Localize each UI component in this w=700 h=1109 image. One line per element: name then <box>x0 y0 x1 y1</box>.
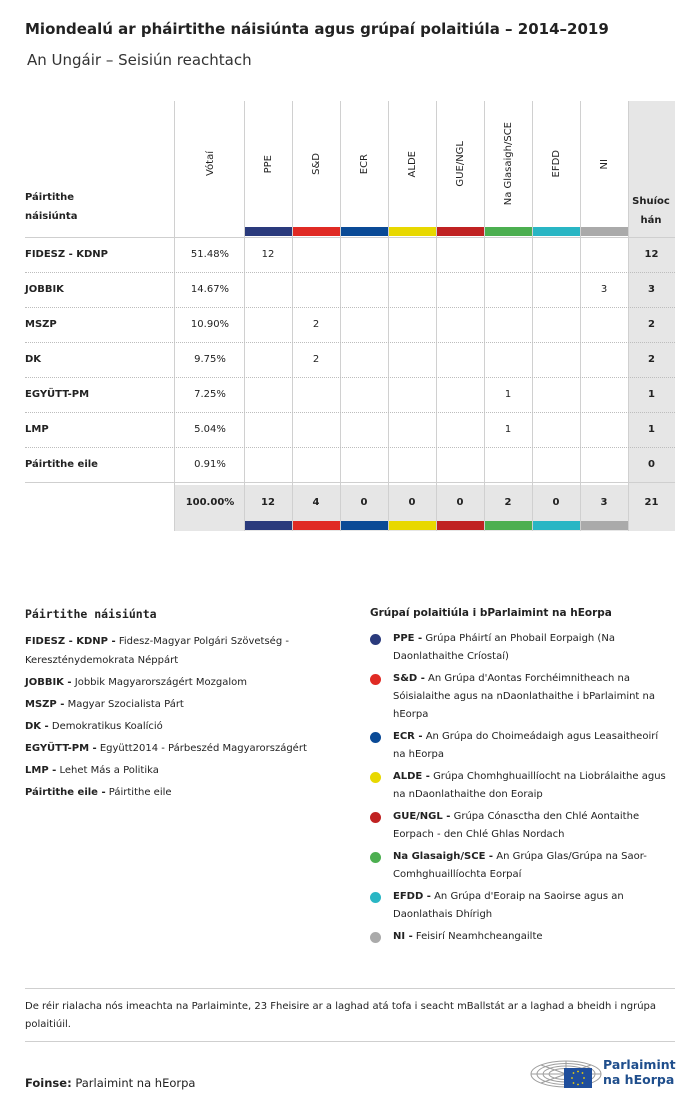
seat-count-cell <box>340 272 388 307</box>
party-name: DK <box>25 354 42 365</box>
page-subtitle: An Ungáir – Seisiún reachtach <box>27 51 252 69</box>
table-row <box>25 307 675 342</box>
group-color-bar <box>245 227 292 236</box>
group-color-bar <box>293 227 340 236</box>
total-seats-cell: 3 <box>648 284 655 295</box>
votes-cell: 14.67% <box>190 284 230 295</box>
seat-count-cell: 2 <box>504 497 512 508</box>
rules-note: De réir rialacha nós imeachta na Parlaiminte, 23 Fheisire ar a laghad atá tofa i seacht mBallstát ar a laghad a bheidh i ngrúpa polaitiúil. <box>25 1001 657 1030</box>
seat-count-cell <box>580 412 628 447</box>
legend-parties-heading: Páirtithe náisiúnta <box>25 607 157 621</box>
logo-wordmark: Parlaimint na hEorpa <box>603 1057 676 1087</box>
party-legend-item: EGYÜTT-PM - Együtt2014 - Párbeszéd Magyarországért <box>25 743 307 754</box>
header-votes: Vótaí <box>204 151 216 177</box>
group-color-bar <box>437 227 484 236</box>
group-color-bar <box>533 227 580 236</box>
header-group: ALDE <box>406 150 418 178</box>
group-color-dot-icon <box>370 674 381 685</box>
group-color-bar <box>341 521 388 530</box>
group-color-bar <box>389 521 436 530</box>
header-parties: Páirtithe náisiúnta <box>25 192 78 222</box>
totals-row <box>25 485 675 520</box>
group-color-bar <box>533 521 580 530</box>
header-group: EFDD <box>550 150 562 178</box>
seat-count-cell <box>484 307 532 342</box>
votes-cell: 5.04% <box>194 424 226 435</box>
group-color-bar <box>485 227 532 236</box>
seat-count-cell <box>532 412 580 447</box>
votes-cell: 10.90% <box>190 319 230 330</box>
seat-count-cell: 0 <box>408 497 416 508</box>
party-name: JOBBIK <box>25 284 64 295</box>
total-seats-cell: 1 <box>648 389 655 400</box>
group-color-bar <box>293 521 340 530</box>
seat-count-cell <box>436 377 484 412</box>
legend-groups-heading: Grúpaí polaitiúla i bParlaimint na hEorpa <box>370 607 612 619</box>
seat-count-cell <box>244 272 292 307</box>
seat-count-cell <box>244 307 292 342</box>
votes-cell: 7.25% <box>194 389 226 400</box>
group-color-bar <box>581 521 628 530</box>
seat-count-cell <box>340 412 388 447</box>
seat-count-cell <box>580 447 628 482</box>
seat-count-cell <box>292 447 340 482</box>
group-color-bar <box>341 227 388 236</box>
seat-count-cell <box>292 237 340 272</box>
group-color-bar <box>581 227 628 236</box>
party-legend-item: LMP - Lehet Más a Politika <box>25 765 159 776</box>
seat-count-cell: 12 <box>261 249 275 260</box>
seat-count-cell <box>484 237 532 272</box>
header-group: NI <box>598 158 610 170</box>
party-name: Páirtithe eile <box>25 459 98 470</box>
page-title: Miondealú ar pháirtithe náisiúnta agus grúpaí polaitiúla – 2014–2019 <box>25 20 609 38</box>
party-legend-item: Páirtithe eile - Páirtithe eile <box>25 787 172 798</box>
votes-cell: 100.00% <box>185 497 235 508</box>
seat-count-cell <box>340 377 388 412</box>
group-color-dot-icon <box>370 932 381 943</box>
seat-count-cell <box>436 447 484 482</box>
seat-count-cell: 1 <box>504 424 512 435</box>
group-color-dot-icon <box>370 634 381 645</box>
divider-bottom <box>25 1041 675 1042</box>
seat-count-cell: 1 <box>504 389 512 400</box>
seat-count-cell <box>292 377 340 412</box>
total-seats-cell: 1 <box>648 424 655 435</box>
seat-count-cell <box>580 307 628 342</box>
table-row <box>25 237 675 272</box>
seat-count-cell: 3 <box>600 284 608 295</box>
header-group: GUE/NGL <box>454 141 466 187</box>
table-row <box>25 342 675 377</box>
seat-count-cell <box>532 307 580 342</box>
seat-count-cell: 2 <box>312 354 320 365</box>
seat-count-cell <box>436 342 484 377</box>
header-group: Na Glasaigh/SCE <box>502 122 514 206</box>
seat-count-cell <box>388 377 436 412</box>
seat-count-cell: 0 <box>360 497 368 508</box>
seat-count-cell <box>388 447 436 482</box>
seat-count-cell <box>580 377 628 412</box>
source-line <box>25 1076 195 1090</box>
seat-count-cell <box>244 342 292 377</box>
group-color-dot-icon <box>370 772 381 783</box>
seat-count-cell <box>292 412 340 447</box>
seat-count-cell <box>532 342 580 377</box>
seat-count-cell <box>532 272 580 307</box>
table-row <box>25 447 675 482</box>
seat-count-cell <box>436 412 484 447</box>
votes-cell: 51.48% <box>190 249 230 260</box>
seat-count-cell <box>244 377 292 412</box>
total-seats-cell: 2 <box>648 319 655 330</box>
total-seats-cell: 0 <box>648 459 655 470</box>
group-color-dot-icon <box>370 892 381 903</box>
seat-count-cell: 3 <box>600 497 608 508</box>
seat-count-cell <box>388 412 436 447</box>
seat-count-cell <box>292 272 340 307</box>
group-color-bar <box>485 521 532 530</box>
party-legend-item: FIDESZ - KDNP - Fidesz-Magyar Polgári Szövetség - Kereszténydemokrata Néppárt <box>25 636 289 666</box>
group-color-bar <box>437 521 484 530</box>
seat-count-cell <box>244 447 292 482</box>
seat-count-cell <box>388 272 436 307</box>
seat-count-cell <box>340 447 388 482</box>
seat-count-cell <box>436 237 484 272</box>
party-name: FIDESZ - KDNP <box>25 249 108 260</box>
table-row <box>25 272 675 307</box>
seat-count-cell: 0 <box>552 497 560 508</box>
divider-top <box>25 988 675 989</box>
seat-count-cell: 12 <box>261 497 275 508</box>
party-name: LMP <box>25 424 49 435</box>
group-color-dot-icon <box>370 812 381 823</box>
seat-count-cell <box>532 237 580 272</box>
total-seats-cell: 21 <box>644 497 659 508</box>
seat-count-cell <box>436 272 484 307</box>
seat-count-cell <box>388 307 436 342</box>
votes-cell: 9.75% <box>194 354 226 365</box>
row-rule <box>25 482 675 483</box>
source-label: Foinse: <box>25 1076 72 1090</box>
group-color-bar <box>389 227 436 236</box>
source-value: Parlaimint na hEorpa <box>75 1076 196 1090</box>
seat-count-cell <box>388 237 436 272</box>
header-group: S&D <box>310 153 322 175</box>
header-seats: Shuíoc hán <box>632 196 670 226</box>
seat-count-cell: 0 <box>456 497 464 508</box>
header-group: ECR <box>358 153 370 175</box>
group-color-dot-icon <box>370 732 381 743</box>
header-group: PPE <box>262 154 274 174</box>
party-name: EGYÜTT-PM <box>25 389 90 400</box>
table-row <box>25 377 675 412</box>
seat-count-cell <box>580 342 628 377</box>
seat-count-cell <box>580 237 628 272</box>
party-legend-item: DK - Demokratikus Koalíció <box>25 721 163 732</box>
party-legend-item: JOBBIK - Jobbik Magyarországért Mozgalom <box>25 677 247 688</box>
group-color-dot-icon <box>370 852 381 863</box>
seat-count-cell <box>340 342 388 377</box>
seat-count-cell <box>484 447 532 482</box>
table-row <box>25 412 675 447</box>
group-color-bar <box>245 521 292 530</box>
seat-count-cell <box>532 447 580 482</box>
seat-count-cell <box>388 342 436 377</box>
seat-count-cell <box>340 237 388 272</box>
seat-count-cell <box>532 377 580 412</box>
seat-count-cell: 2 <box>312 319 320 330</box>
seat-count-cell <box>484 272 532 307</box>
seat-count-cell: 4 <box>312 497 320 508</box>
seat-count-cell <box>340 307 388 342</box>
total-seats-cell: 12 <box>644 249 659 260</box>
total-seats-cell: 2 <box>648 354 655 365</box>
seat-count-cell <box>484 342 532 377</box>
party-name: MSZP <box>25 319 57 330</box>
seat-count-cell <box>436 307 484 342</box>
party-legend-item: MSZP - Magyar Szocialista Párt <box>25 699 184 710</box>
votes-cell: 0.91% <box>194 459 226 470</box>
seat-count-cell <box>244 412 292 447</box>
